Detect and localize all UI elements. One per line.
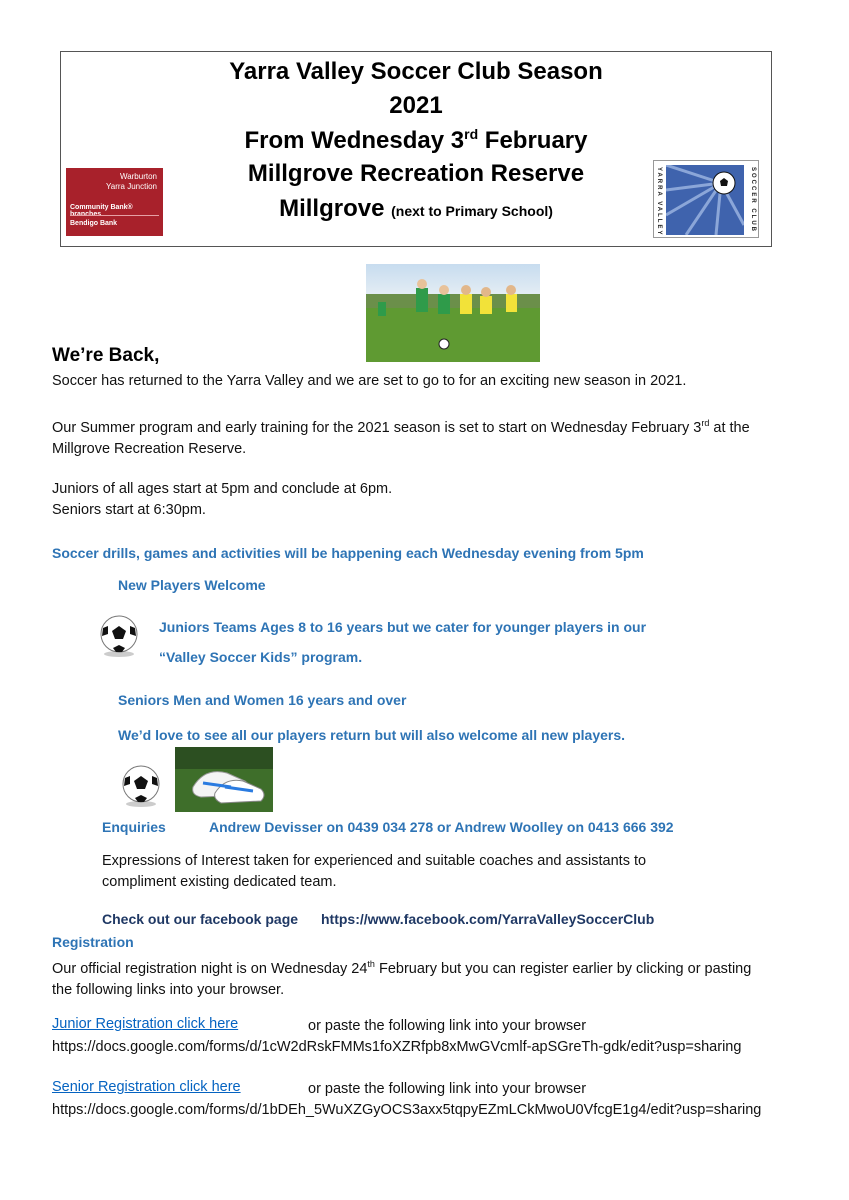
- title-line-4: Millgrove Recreation Reserve: [247, 160, 585, 187]
- welcome-p2-line-2: Millgrove Recreation Reserve.: [52, 440, 247, 457]
- junior-registration-link[interactable]: Junior Registration click here: [52, 1016, 239, 1032]
- soccer-boots-photo: [175, 747, 273, 812]
- club-logo-emblem: [666, 165, 744, 235]
- title-date: From Wednesday 3: [244, 127, 465, 154]
- welcome-p2-suffix: rd: [701, 418, 710, 428]
- bank-logo-bank-name: Bendigo Bank: [70, 220, 118, 227]
- drills-text: Soccer drills, games and activities will be happening each Wednesday evening from 5pm: [52, 545, 644, 561]
- kids-soccer-photo: [366, 264, 540, 362]
- new-players-text: New Players Welcome: [118, 577, 266, 593]
- bendigo-bank-logo: [66, 168, 163, 236]
- seniors-times: Seniors start at 6:30pm.: [52, 502, 206, 518]
- title-date-suffix: rd: [464, 126, 479, 142]
- club-logo: [653, 160, 759, 238]
- senior-registration-url[interactable]: https://docs.google.com/forms/d/1bDEh_5WuXZGyOCS3axx5tqpyEZmLCkMwoU0VfcgE1g4/edit?usp=sharing: [52, 1102, 762, 1118]
- bank-logo-text: [106, 172, 157, 192]
- welcome-p2-tail: at the: [709, 419, 750, 436]
- juniors-teams-line-2: “Valley Soccer Kids” program.: [159, 649, 363, 665]
- title-line-2: 2021: [389, 92, 443, 119]
- registration-p1-suffix: th: [367, 959, 375, 969]
- welcome-paragraph-1: Soccer has returned to the Yarra Valley and we are set to go to for an exciting new season in 2021.: [52, 373, 687, 389]
- coaches-line-2: compliment existing dedicated team.: [102, 874, 337, 890]
- seniors-text: Seniors Men and Women 16 years and over: [118, 692, 407, 708]
- junior-paste-instruction: or paste the following link into your browser: [308, 1018, 587, 1034]
- registration-paragraph: [52, 954, 827, 1001]
- club-logo-left-text: YARRA VALLEY: [656, 167, 662, 237]
- facebook-url[interactable]: https://www.facebook.com/YarraValleySoccerClub: [321, 911, 655, 927]
- club-logo-right-text: SOCCER CLUB: [750, 167, 756, 234]
- title-line-1: Yarra Valley Soccer Club Season: [229, 58, 603, 85]
- welcome-paragraph-2: [52, 413, 822, 460]
- soccer-ball-icon: [98, 614, 140, 658]
- registration-p1-text: Our official registration night is on Wednesday 24: [52, 960, 368, 977]
- bank-logo-branches: Community Bank® branches: [70, 204, 133, 218]
- juniors-teams-line-1: Juniors Teams Ages 8 to 16 years but we cater for younger players in our: [159, 619, 647, 635]
- bank-logo-line-1: Warburton: [119, 172, 157, 181]
- enquiries-label: Enquiries: [102, 819, 166, 835]
- juniors-times: Juniors of all ages start at 5pm and conclude at 6pm.: [52, 481, 393, 497]
- registration-p1-tail: February but you can register earlier by clicking or pasting: [374, 960, 752, 977]
- title-location-note: (next to Primary School): [391, 203, 553, 219]
- title-location: Millgrove: [279, 195, 392, 222]
- registration-p1-line-2: the following links into your browser.: [52, 981, 285, 998]
- bank-logo-line-2: Yarra Junction: [106, 182, 157, 191]
- junior-registration-url[interactable]: https://docs.google.com/forms/d/1cW2dRskFMMs1foXZRfpb8xMwGVcmlf-apSGreTh-gdk/edit?usp=sharing: [52, 1039, 742, 1055]
- registration-heading: Registration: [52, 934, 134, 950]
- welcome-heading: We’re Back,: [52, 345, 160, 366]
- welcome-paragraph-3: [52, 479, 392, 521]
- kids-soccer-photo-graphic: [366, 264, 540, 362]
- bank-logo-divider: [70, 215, 159, 216]
- coaches-paragraph: [102, 851, 646, 893]
- enquiries-contacts: Andrew Devisser on 0439 034 278 or Andrew Woolley on 0413 666 392: [209, 819, 674, 835]
- title-month: February: [478, 127, 588, 154]
- soccer-ball-icon-2-graphic: [120, 764, 162, 808]
- senior-registration-link[interactable]: Senior Registration click here: [52, 1079, 241, 1095]
- soccer-boots-photo-graphic: [175, 747, 273, 812]
- title-line-3: [61, 126, 771, 155]
- return-players-text: We’d love to see all our players return but will also welcome all new players.: [118, 727, 626, 743]
- welcome-p2-text: Our Summer program and early training for the 2021 season is set to start on Wednesday February 3: [52, 419, 702, 436]
- senior-paste-instruction: or paste the following link into your browser: [308, 1081, 587, 1097]
- club-logo-graphic: [666, 165, 744, 235]
- facebook-label: Check out our facebook page: [102, 911, 299, 927]
- coaches-line-1: Expressions of Interest taken for experienced and suitable coaches and assistants to: [102, 853, 647, 869]
- soccer-ball-icon-graphic: [98, 614, 140, 658]
- soccer-ball-icon-2: [120, 764, 162, 808]
